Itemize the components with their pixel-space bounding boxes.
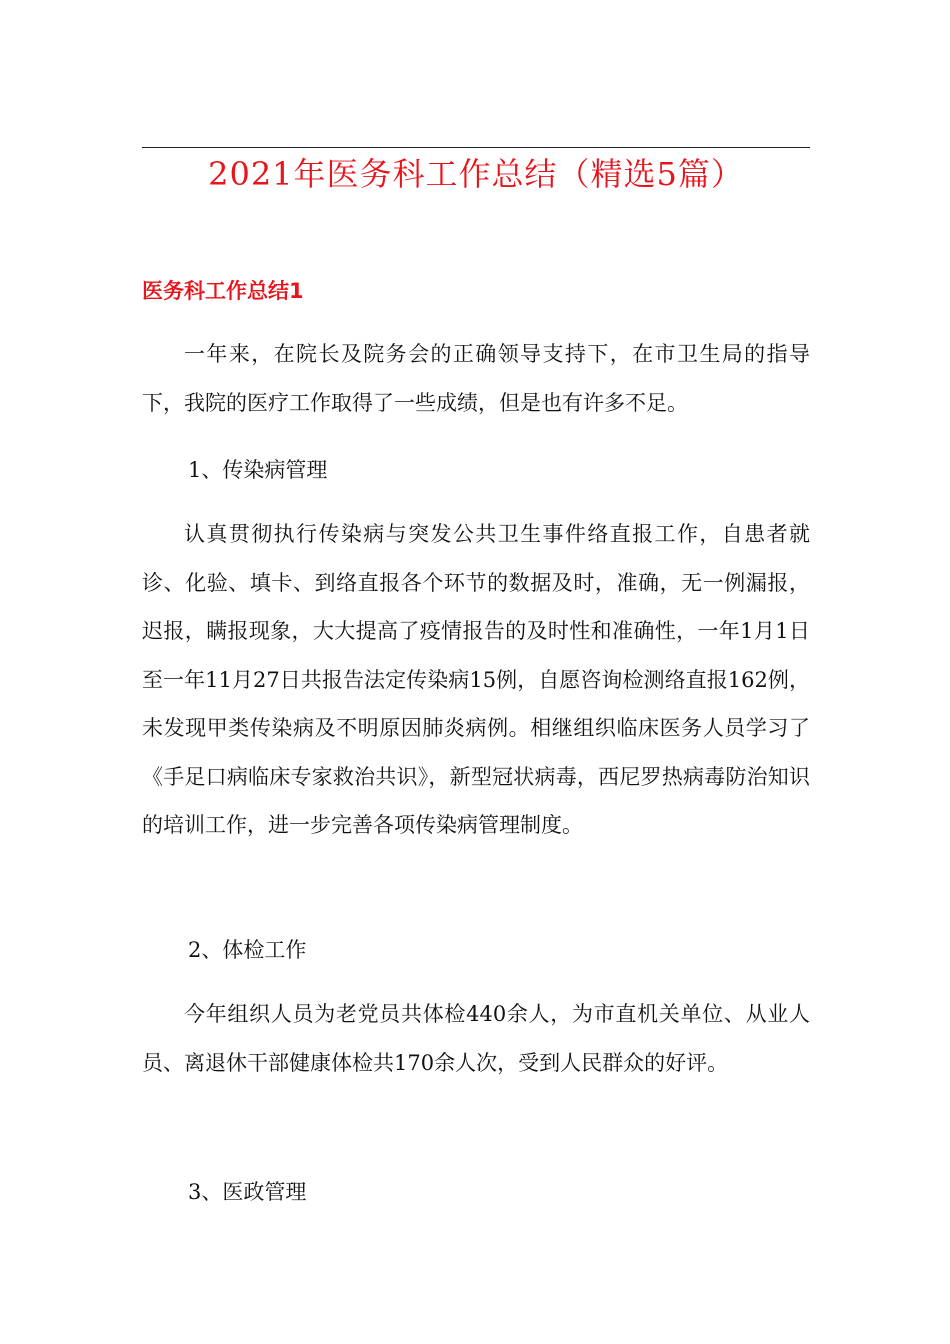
section-heading: 医务科工作总结1 [142,279,304,303]
subheading-medical-administration: 3、医政管理 [188,1180,307,1204]
paragraph-infectious-disease: 认真贯彻执行传染病与突发公共卫生事件络直报工作，自患者就诊、化验、填卡、到络直报各个环节的数据及时，准确，无一例漏报，迟报，瞒报现象，大大提高了疫情报告的及时性和准确性，一年1月1日至一年11月27日共报告法定传染病15例，自愿咨询检测络直报162例，未发现甲类传染病及不明原因肺炎病例。相继组织临床医务人员学习了《手足口病临床专家救治共识》，新型冠状病毒，西尼罗热病毒防治知识的培训工作，进一步完善各项传染病管理制度。 [142,522,810,837]
subheading-physical-exam: 2、体检工作 [188,938,307,962]
intro-paragraph: 一年来，在院长及院务会的正确领导支持下，在市卫生局的指导下，我院的医疗工作取得了一些成绩，但是也有许多不足。 [142,342,810,415]
document-title: 2021年医务科工作总结（精选5篇） [208,155,744,193]
subheading-infectious-disease: 1、传染病管理 [188,458,328,482]
title-rule [142,147,810,148]
paragraph-physical-exam: 今年组织人员为老党员共体检440余人，为市直机关单位、从业人员、离退休干部健康体检共170余人次，受到人民群众的好评。 [142,1002,810,1075]
